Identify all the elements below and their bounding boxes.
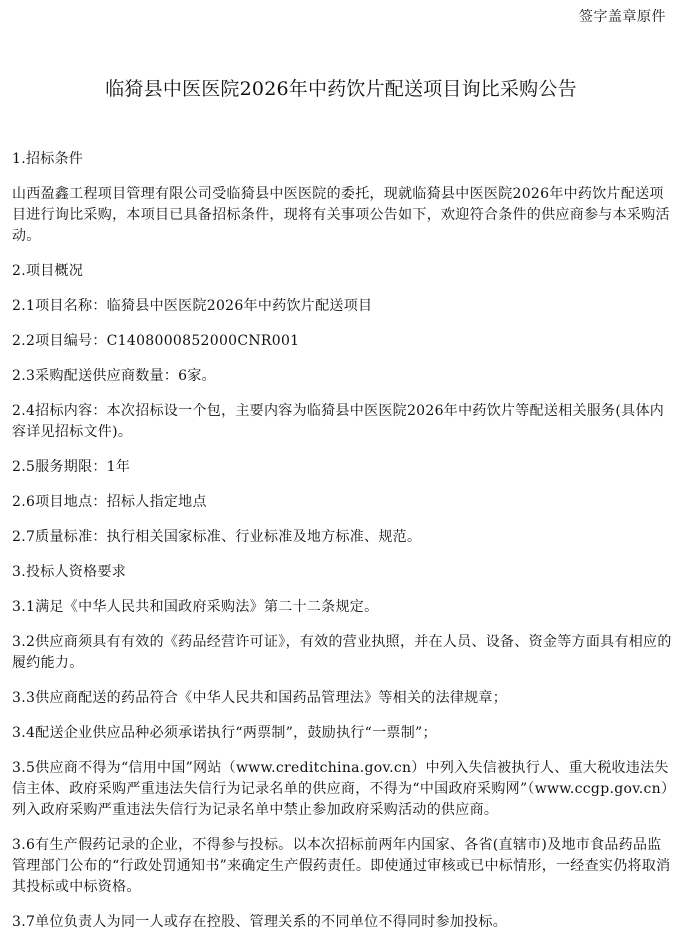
item-2-4: 2.4招标内容：本次招标设一个包，主要内容为临猗县中医医院2026年中药饮片等配送相关服务(具体内容详见招标文件)。 — [12, 403, 665, 440]
item-3-4: 3.4配送企业供应品种必须承诺执行“两票制”，鼓励执行“一票制”； — [12, 725, 437, 741]
document-body — [12, 149, 672, 947]
section-heading-3: 3.投标人资格要求 — [12, 564, 127, 580]
item-3-1: 3.1满足《中华人民共和国政府采购法》第二十二条规定。 — [12, 599, 379, 615]
document-title: 临猗县中医医院2026年中药饮片配送项目询比采购公告 — [105, 78, 577, 100]
item-2-2: 2.2项目编号：C1408000852000CNR001 — [12, 333, 300, 349]
item-2-5: 2.5服务期限：1年 — [12, 459, 131, 475]
section-heading-1: 1.招标条件 — [12, 151, 84, 167]
item-2-1: 2.1项目名称：临猗县中医医院2026年中药饮片配送项目 — [12, 298, 373, 314]
item-3-5: 3.5供应商不得为“信用中国”网站（www.creditchina.gov.cn）中列入失信被执行人、重大税收违法失信主体、政府采购严重违法失信行为记录名单的供应商，不得为“中国政府采购网”（www.ccgp.gov.cn）列入政府采购严重违法失信行为记录名单中禁止参加政府采购活动的供应商。 — [12, 760, 669, 818]
item-3-3: 3.3供应商配送的药品符合《中华人民共和国药品管理法》等相关的法律规章； — [12, 690, 508, 706]
intro-paragraph: 山西盈鑫工程项目管理有限公司受临猗县中医医院的委托，现就临猗县中医医院2026年中药饮片配送项目进行询比采购，本项目已具备招标条件，现将有关事项公告如下，欢迎符合条件的供应商参与本采购活动。 — [12, 186, 670, 244]
item-3-6: 3.6有生产假药记录的企业，不得参与投标。以本次招标前两年内国家、各省(直辖市)及地市食品药品监管理部门公布的“行政处罚通知书”来确定生产假药责任。即使通过审核或已中标情形，一经查实仍将取消其投标或中标资格。 — [12, 837, 671, 895]
section-heading-2: 2.项目概况 — [12, 263, 84, 279]
stamp-note: 签字盖章原件 — [579, 9, 666, 25]
item-2-3: 2.3采购配送供应商数量：6家。 — [12, 368, 216, 384]
item-2-7: 2.7质量标准：执行相关国家标准、行业标准及地方标准、规范。 — [12, 529, 422, 545]
item-3-2: 3.2供应商须具有有效的《药品经营许可证》，有效的营业执照，并在人员、设备、资金等方面具有相应的履约能力。 — [12, 634, 672, 671]
item-3-7: 3.7单位负责人为同一人或存在控股、管理关系的不同单位不得同时参加投标。 — [12, 914, 508, 930]
item-2-6: 2.6项目地点：招标人指定地点 — [12, 494, 207, 510]
